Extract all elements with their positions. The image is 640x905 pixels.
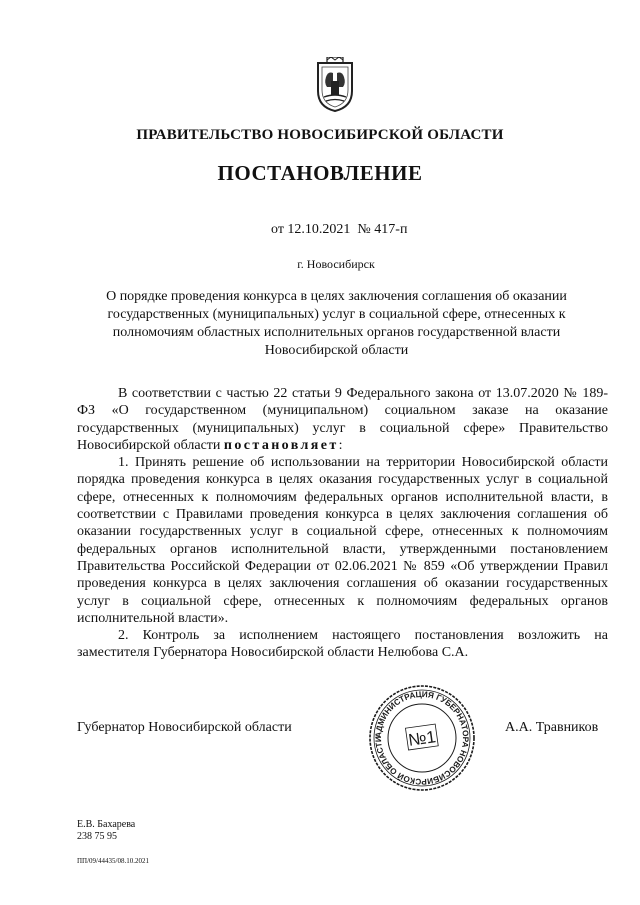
preamble-paragraph — [77, 385, 608, 454]
decree-subject: О порядке проведения конкурса в целях заключения соглашения об оказании государственных (муниципальных) услуг в социальной сфере, отнесенных к полномочиям областных исполнительных органов государственной власти Новосибирской области — [106, 289, 567, 358]
decree-colon: : — [338, 437, 343, 453]
executor-phone: 238 75 95 — [77, 831, 117, 842]
seal-number: №1 — [407, 727, 438, 750]
signatory-name: А.А. Травников — [505, 720, 599, 735]
executor-info — [77, 819, 135, 843]
seal-ring-text: АДМИНИСТРАЦИЯ ГУБЕРНАТОРА НОВОСИБИРСКОЙ ОБЛАСТИ — [373, 689, 471, 787]
government-name: ПРАВИТЕЛЬСТВО НОВОСИБИРСКОЙ ОБЛАСТИ — [136, 127, 504, 143]
decree-item-1: 1. Принять решение об использовании на территории Новосибирской области порядка проведения конкурса в целях оказания государственных услуг в социальной сфере, отнесенных к полномочиям федеральных органов исполнительной власти, в соответствии с Правилами проведения конкурса в целях заключения соглашения об оказании государственных услуг в социальной сфере, отнесенных к полномочиям федеральных органов исполнительной власти, утвержденными постановлением Правительства Российской Федерации от 02.06.2021 № 859 «Об утверждении Правил проведения конкурса в целях заключения соглашения об оказании государственных услуг в социальной сфере, отнесенных к полномочиям федеральных органов исполнительной власти». — [77, 455, 608, 626]
preamble-text: В соответствии с частью 22 статьи 9 Федерального закона от 13.07.2020 № 189-ФЗ «О государственном (муниципальном) социальном заказе на оказание государственных (муниципальных) услуг в социальной сфере» Правительство Новосибирской области — [77, 386, 608, 453]
signatory-title: Губернатор Новосибирской области — [77, 720, 292, 735]
decree-item-2: 2. Контроль за исполнением настоящего постановления возложить на заместителя Губернатора Новосибирской области Нелюбова С.А. — [77, 628, 608, 661]
coat-of-arms-icon — [314, 57, 356, 113]
city-line: г. Новосибирск — [297, 257, 375, 271]
document-type-title: ПОСТАНОВЛЕНИЕ — [217, 161, 423, 185]
decree-keyword: постановляет — [223, 437, 339, 453]
decree-body — [77, 385, 608, 662]
executor-name: Е.В. Бахарева — [77, 819, 136, 830]
document-code: ПП/09/44435/08.10.2021 — [77, 857, 149, 865]
date-and-number: от 12.10.2021 № 417-п — [271, 222, 408, 237]
official-seal-stamp — [368, 684, 476, 792]
